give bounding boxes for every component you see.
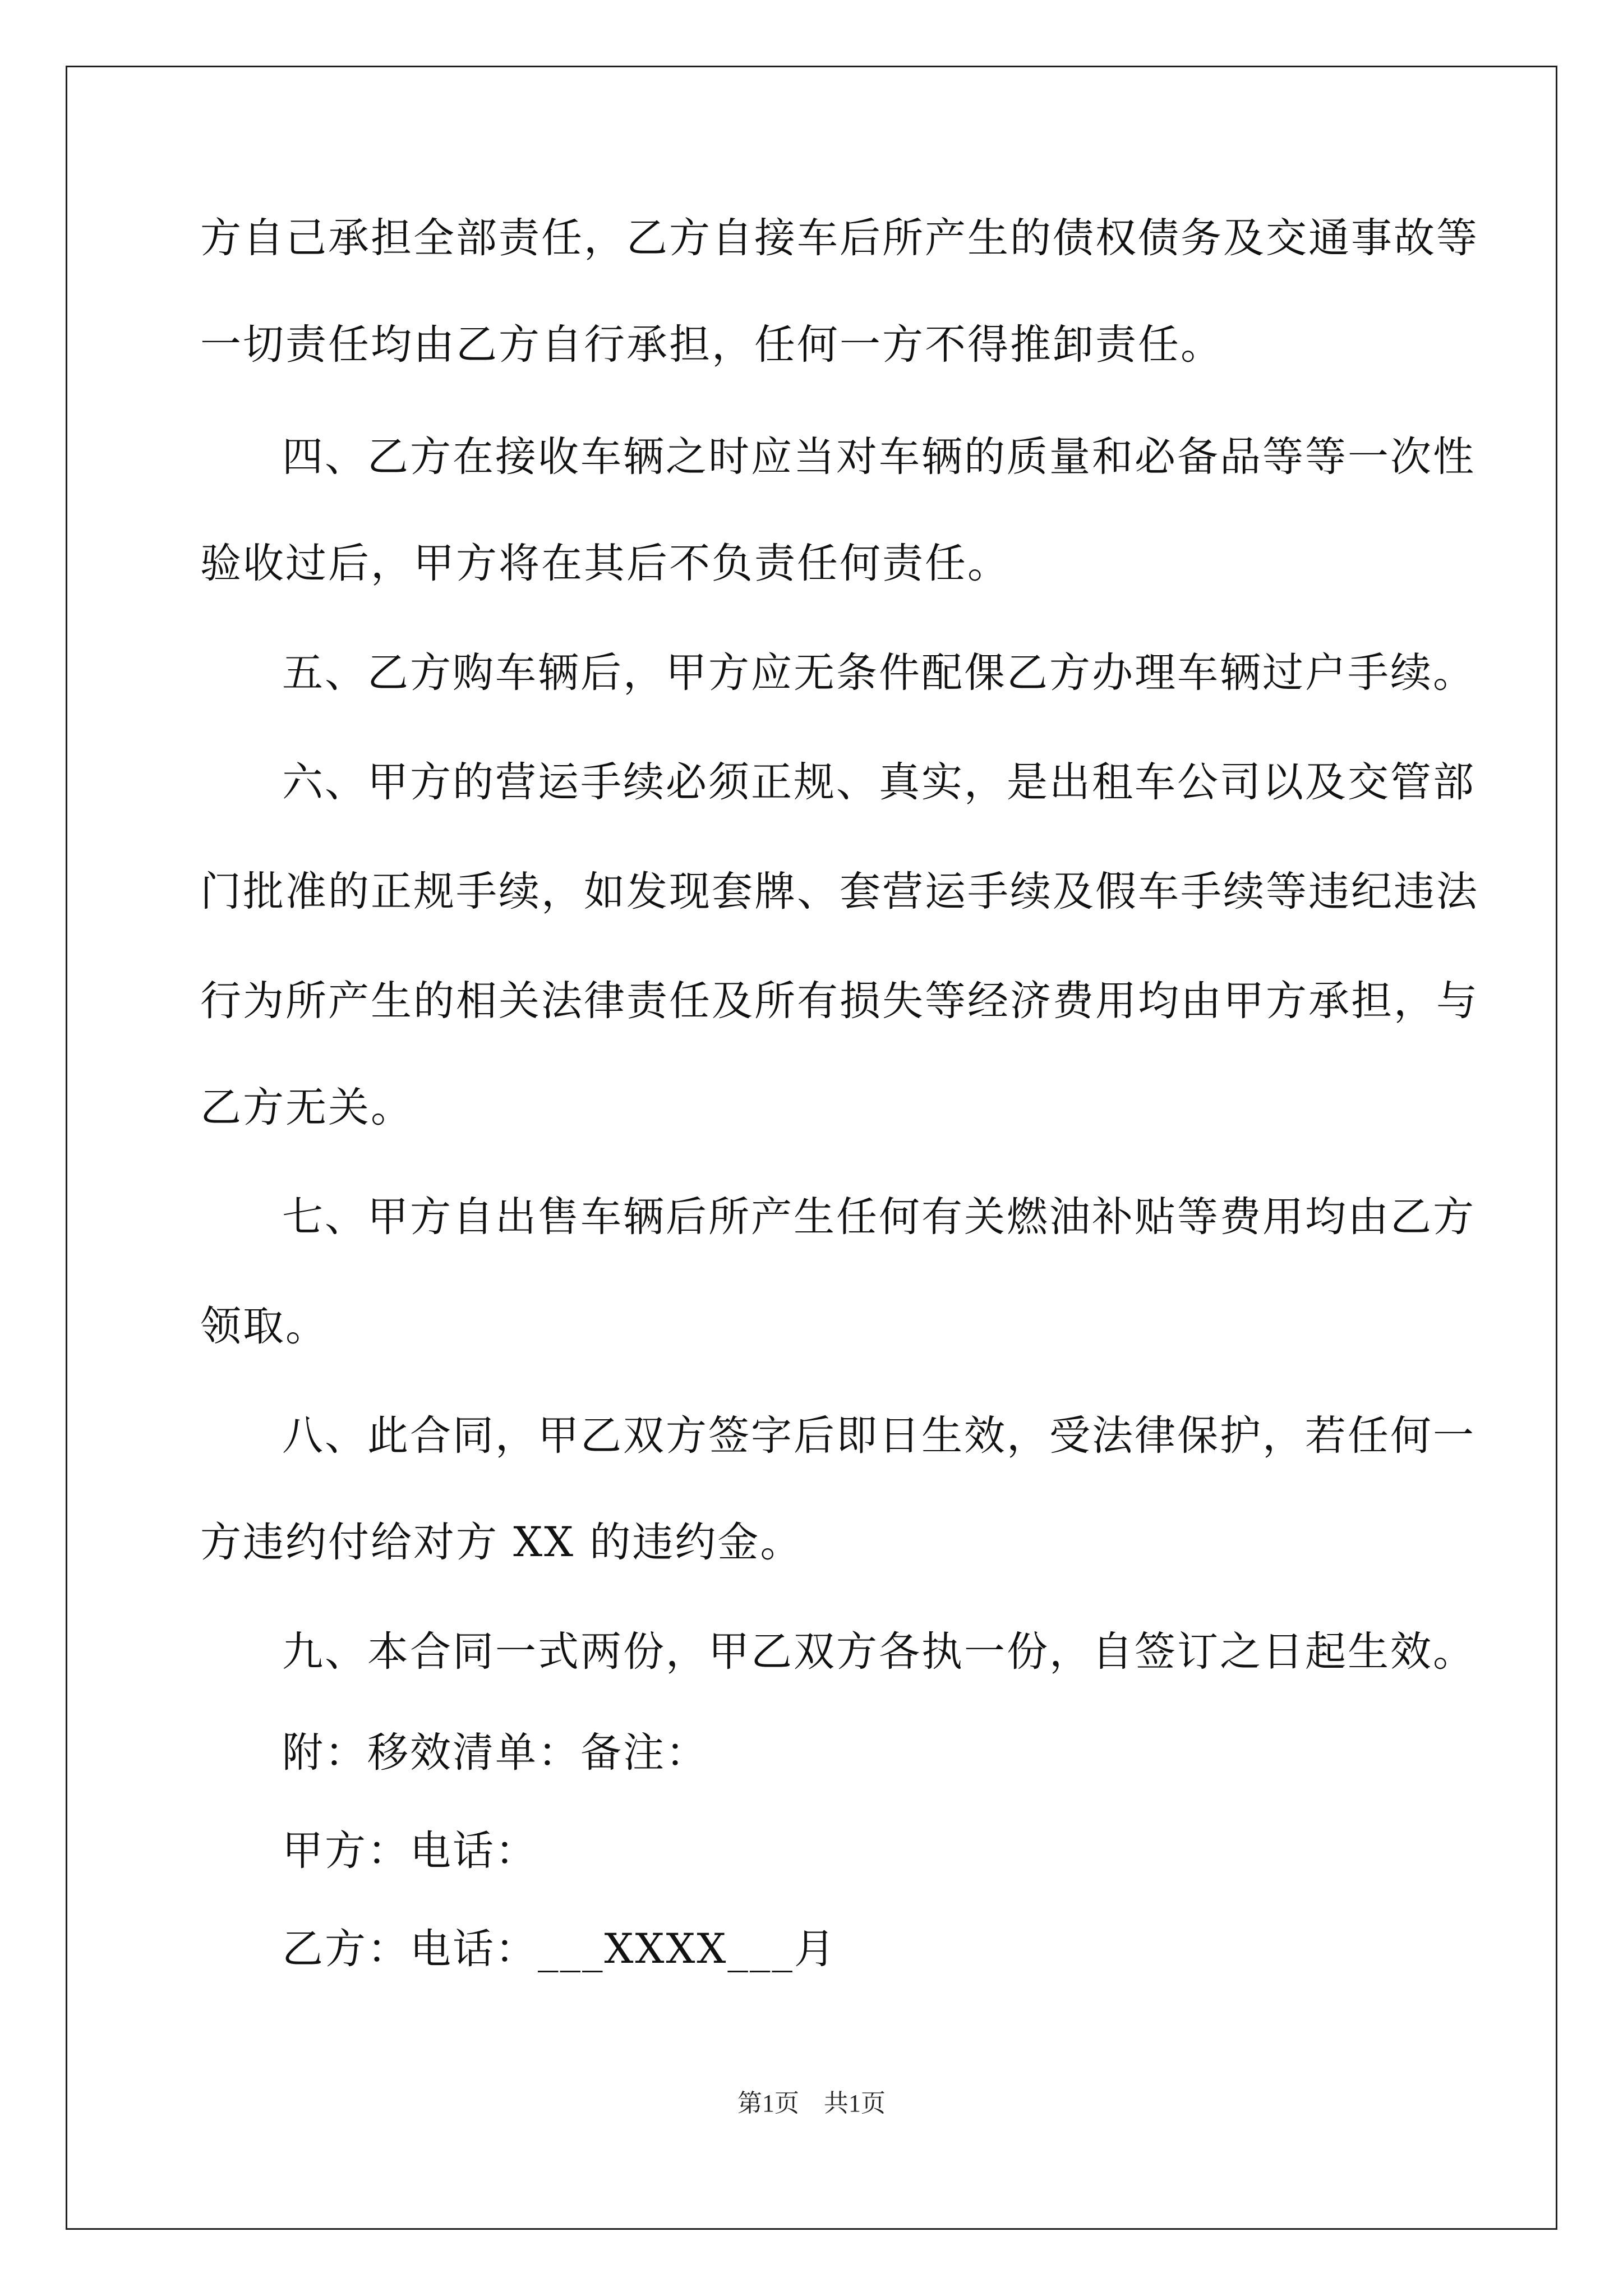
text-line: 领取。 xyxy=(200,1303,328,1350)
text-line: 七、甲方自出售车辆后所产生任何有关燃油补贴等费用均由乙方 xyxy=(282,1193,1476,1241)
text-line: 方违约付给对方 XX 的违约金。 xyxy=(200,1519,803,1566)
text-line: 一切责任均由乙方自行承担，任何一方不得推卸责任。 xyxy=(200,321,1223,369)
text-line: 门批准的正规手续，如发现套牌、套营运手续及假车手续等违纪违法 xyxy=(200,868,1479,915)
page-border xyxy=(66,66,1557,2230)
text-line: 六、甲方的营运手续必须正规、真实，是出租车公司以及交管部 xyxy=(282,758,1476,806)
text-line: 四、乙方在接收车辆之时应当对车辆的质量和必备品等等一次性 xyxy=(282,433,1476,481)
text-line: 九、本合同一式两份，甲乙双方各执一份，自签订之日起生效。 xyxy=(282,1628,1476,1676)
page-number: 第1页 共1页 xyxy=(737,2090,886,2117)
text-line: 八、此合同，甲乙双方签字后即日生效，受法律保护，若任何一 xyxy=(282,1412,1476,1460)
text-line: 甲方：电话： xyxy=(282,1827,538,1875)
text-line: 方自己承担全部责任，乙方自接车后所产生的债权债务及交通事故等 xyxy=(200,214,1479,262)
text-line: 行为所产生的相关法律责任及所有损失等经济费用均由甲方承担，与 xyxy=(200,977,1479,1025)
text-line: 乙方：电话：___XXXX___月 xyxy=(282,1925,837,1973)
text-line: 乙方无关。 xyxy=(200,1084,413,1131)
text-line: 附：移效清单：备注： xyxy=(282,1729,708,1777)
text-line: 五、乙方购车辆后，甲方应无条件配倮乙方办理车辆过户手续。 xyxy=(282,649,1476,697)
text-line: 验收过后，甲方将在其后不负责任何责任。 xyxy=(200,540,1010,587)
